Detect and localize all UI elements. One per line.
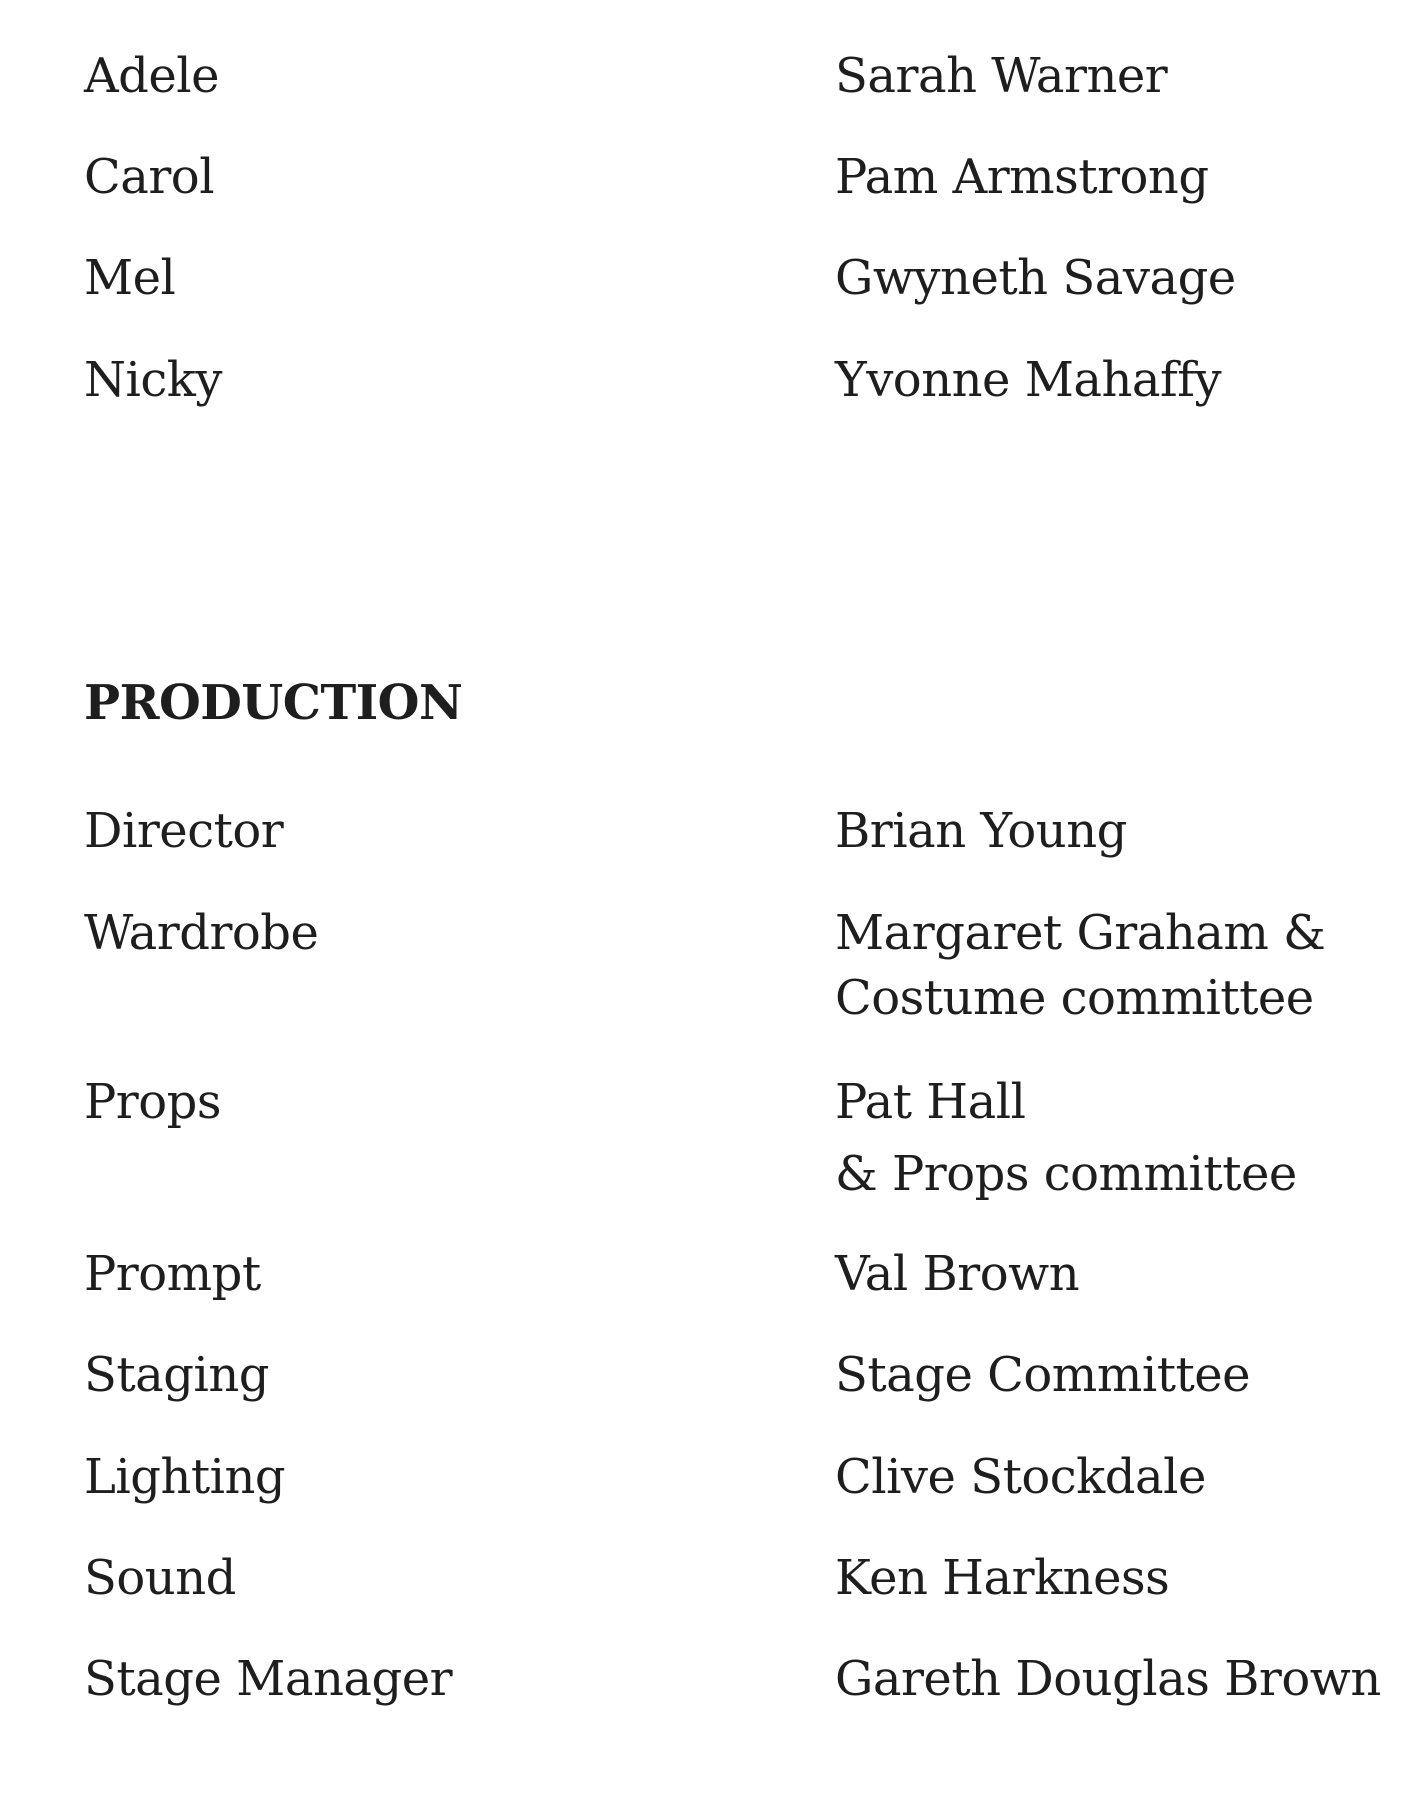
credit-role: Director [84, 803, 284, 859]
credit-name: Costume committee [835, 970, 1314, 1026]
cast-actor: Gwyneth Savage [835, 250, 1236, 306]
cast-role: Nicky [84, 352, 222, 408]
credit-role: Staging [84, 1347, 270, 1403]
credit-role: Lighting [84, 1449, 286, 1505]
credit-role: Props [84, 1074, 221, 1130]
credit-name: Gareth Douglas Brown [835, 1651, 1381, 1707]
cast-actor: Sarah Warner [835, 48, 1168, 104]
credit-name: Brian Young [835, 803, 1127, 859]
credit-name: & Props committee [835, 1146, 1297, 1202]
credit-name: Margaret Graham & [835, 905, 1326, 961]
credit-name: Val Brown [835, 1246, 1080, 1302]
credit-role: Wardrobe [84, 905, 319, 961]
cast-role: Adele [84, 48, 220, 104]
credit-role: Sound [84, 1550, 236, 1606]
credit-name: Clive Stockdale [835, 1449, 1206, 1505]
credit-role: Prompt [84, 1246, 261, 1302]
credit-name: Pat Hall [835, 1074, 1026, 1130]
cast-role: Carol [84, 149, 215, 205]
cast-actor: Yvonne Mahaffy [835, 352, 1222, 408]
cast-role: Mel [84, 250, 176, 306]
section-heading: PRODUCTION [84, 675, 463, 731]
credit-name: Stage Committee [835, 1347, 1251, 1403]
credit-name: Ken Harkness [835, 1550, 1170, 1606]
cast-actor: Pam Armstrong [835, 149, 1209, 205]
credit-role: Stage Manager [84, 1651, 453, 1707]
